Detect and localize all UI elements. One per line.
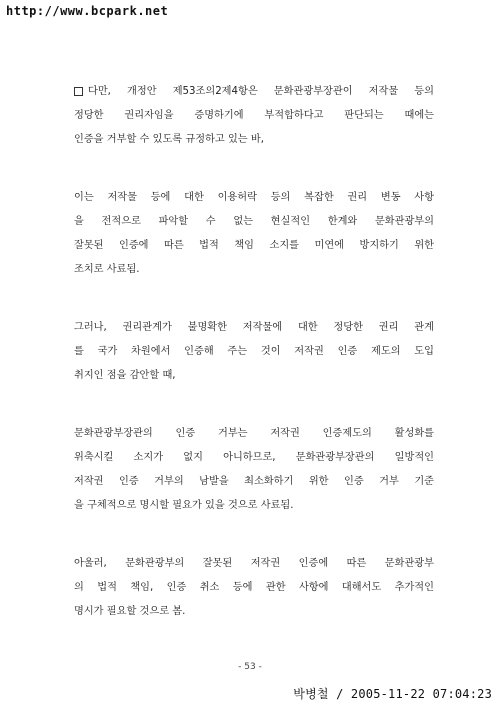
paragraph-line: 을 구체적으로 명시할 필요가 있을 것으로 사료됨.	[74, 500, 294, 511]
watermark-url: http://www.bcpark.net	[6, 4, 169, 18]
paragraph-line: 의 법적 책임, 인증 취소 등에 관한 사항에 대해서도 추가적인	[74, 582, 434, 593]
document-body	[74, 80, 434, 658]
paragraph-1	[74, 80, 434, 152]
paragraph-line	[74, 80, 434, 104]
author-timestamp-stamp: 박병철 / 2005-11-22 07:04:23	[293, 687, 492, 701]
paragraph-line: 을 전적으로 파악할 수 없는 현실적인 한계와 문화관광부의	[74, 216, 434, 227]
paragraph-line: 문화관광부장관의 인증 거부는 저작권 인증제도의 활성화를	[74, 428, 434, 439]
paragraph-line: 저작권 인증 거부의 남발을 최소화하기 위한 인증 거부 기준	[74, 476, 434, 487]
paragraph-line: 이는 저작물 등에 대한 이용허락 등의 복잡한 권리 변동 사항	[74, 192, 434, 203]
paragraph-line: 인증을 거부할 수 있도록 규정하고 있는 바,	[74, 134, 264, 145]
paragraph-line: 명시가 필요할 것으로 봄.	[74, 606, 186, 617]
paragraph-line: 를 국가 차원에서 인증해 주는 것이 저작권 인증 제도의 도입	[74, 346, 434, 357]
paragraph-line: 잘못된 인증에 따른 법적 책임 소지를 미연에 방지하기 위한	[74, 240, 434, 251]
paragraph-line: 그러나, 권리관계가 불명확한 저작물에 대한 정당한 권리 관계	[74, 322, 434, 333]
paragraph-5	[74, 552, 434, 624]
paragraph-line-text: 다만, 개정안 제53조의2제4항은 문화관광부장관이 저작물 등의	[88, 86, 434, 97]
checkbox-icon	[74, 87, 83, 96]
paragraph-line: 취지인 점을 감안할 때,	[74, 370, 176, 381]
paragraph-line: 조치로 사료됨.	[74, 264, 140, 275]
paragraph-4	[74, 422, 434, 518]
paragraph-line: 정당한 권리자임을 증명하기에 부적합하다고 판단되는 때에는	[74, 110, 434, 121]
paragraph-line: 위축시킬 소지가 없지 아니하므로, 문화관광부장관의 일방적인	[74, 452, 434, 463]
page-number: - 53 -	[238, 662, 262, 672]
paragraph-3	[74, 316, 434, 388]
paragraph-2	[74, 186, 434, 282]
paragraph-line: 아울러, 문화관광부의 잘못된 저작권 인증에 따른 문화관광부	[74, 558, 434, 569]
